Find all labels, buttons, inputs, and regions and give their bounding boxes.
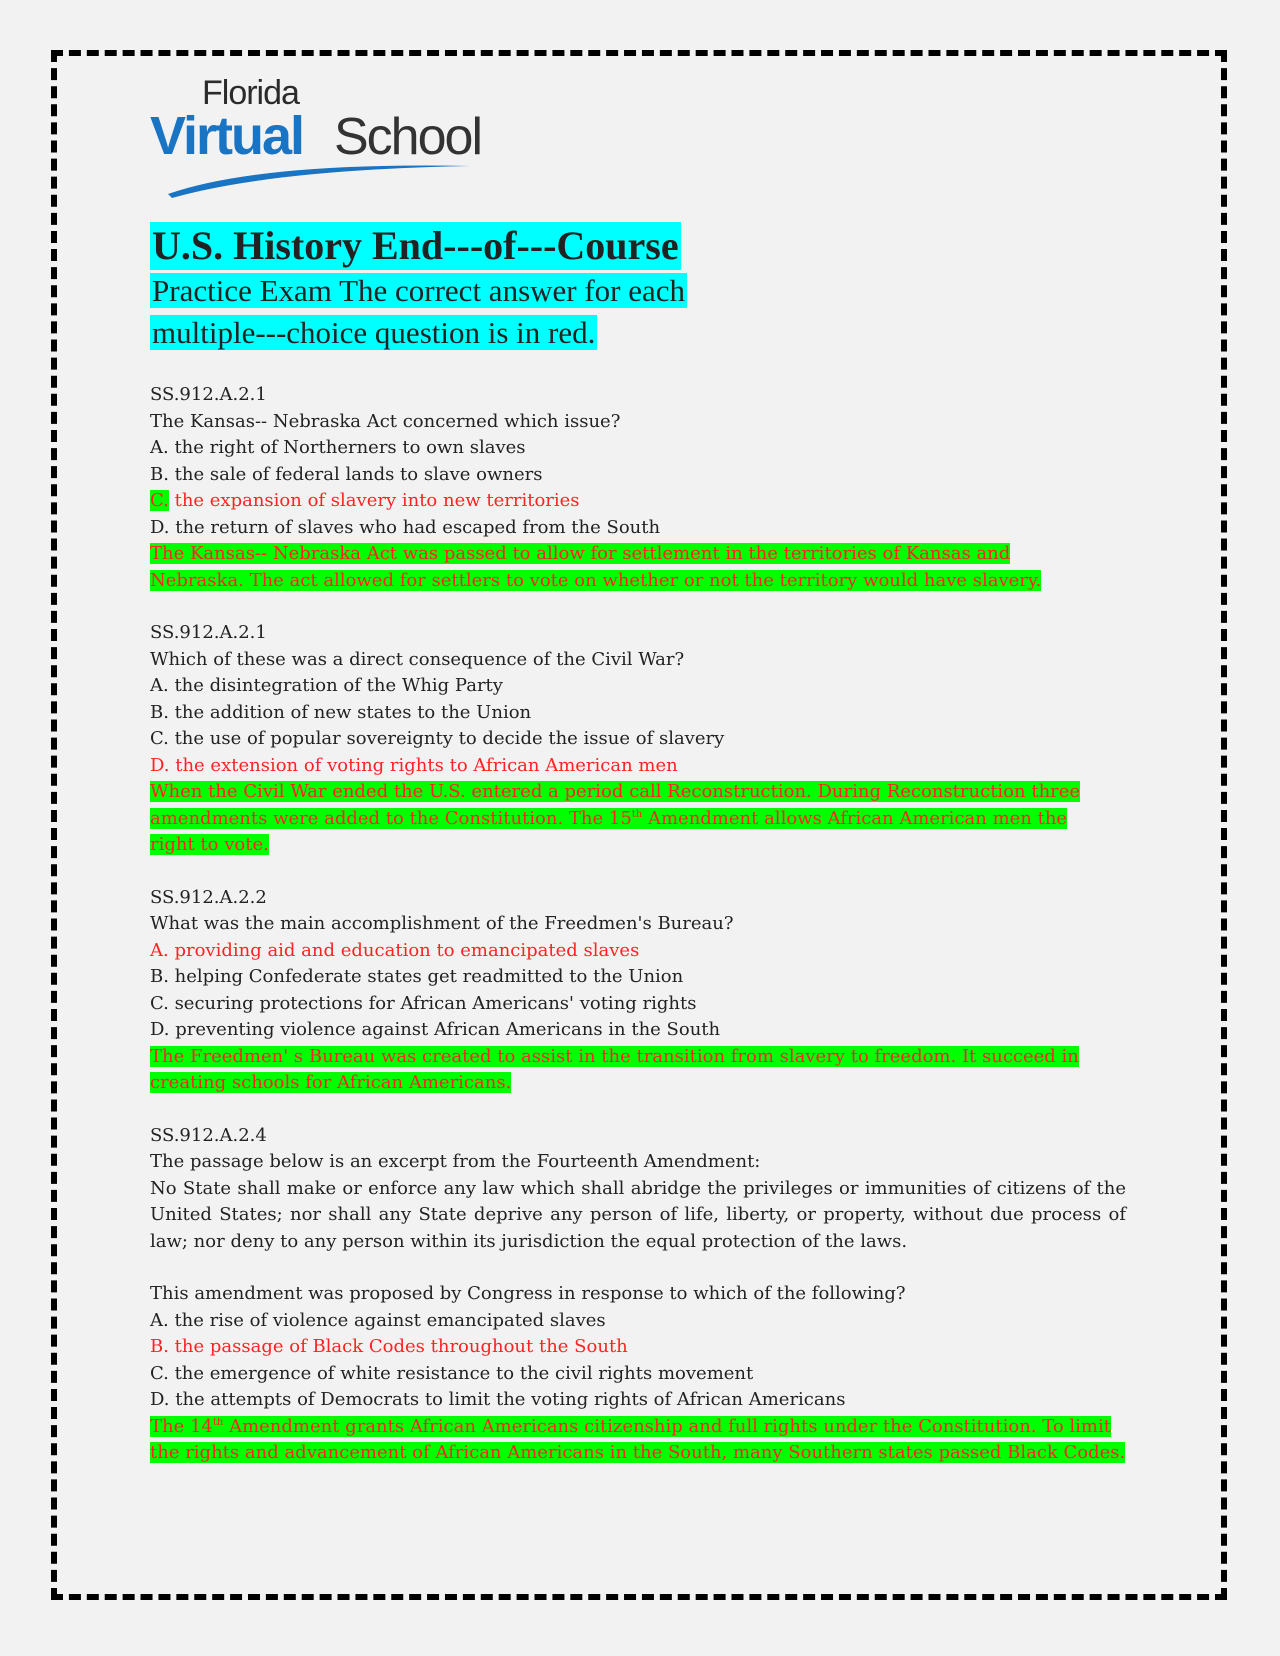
superscript: th — [212, 1416, 224, 1428]
explanation-part: Amendment grants African Americans citizenship and full rights under the Constitution. To limit the rights and advancement of African Americans in the South, many Southern states passed Black Codes. — [150, 1415, 1126, 1463]
explanation-part: When the Civil War ended the U.S. entered a period call Reconstruction. During Reconstruction three amendments were added to the Constitution. The 15 — [150, 781, 1081, 829]
option-c-correct — [150, 488, 1130, 515]
amendment-passage: No State shall make or enforce any law which shall abridge the privileges or immunities of citizens of the United States; nor shall any State deprive any person of life, liberty, or property, without due process of law; nor deny to any person within its jurisdiction the equal protection of the laws. — [150, 1177, 1126, 1252]
logo-swoosh — [168, 166, 470, 198]
explanation-text — [150, 781, 1080, 855]
option-a-correct: A. providing aid and education to emancipated slaves — [150, 939, 640, 961]
explanation-text — [150, 1416, 1125, 1464]
option-d-correct: D. the extension of voting rights to African American men — [150, 754, 678, 776]
option-d: D. preventing violence against African Americans in the South — [150, 1019, 721, 1040]
option-d: D. the return of slaves who had escaped from the South — [150, 516, 661, 538]
subtitle-line-2: multiple---choice question is in red. — [152, 315, 596, 350]
standard-code: SS.912.A.2.1 — [150, 384, 267, 405]
logo-virtual-text: Virtual — [150, 106, 304, 166]
question-stem: This amendment was proposed by Congress in response to which of the following? — [150, 1283, 906, 1304]
answer-explanation — [150, 1044, 1110, 1097]
option-b: B. helping Confederate states get readmitted to the Union — [150, 966, 684, 987]
explanation-part: Amendment allows African American men the right to vote. — [150, 807, 1068, 855]
logo-school-text: School — [334, 108, 481, 166]
page-title: U.S. History End---of---Course — [152, 223, 679, 268]
answer-explanation — [150, 1414, 1126, 1467]
question-1 — [150, 382, 1130, 594]
passage-intro: The passage below is an excerpt from the Fourteenth Amendment: — [150, 1151, 761, 1172]
option-a: A. the rise of violence against emancipated slaves — [150, 1309, 606, 1331]
option-a: A. the disintegration of the Whig Party — [150, 675, 503, 696]
answer-explanation — [150, 541, 1050, 594]
question-stem: Which of these was a direct consequence of the Civil War? — [150, 648, 685, 670]
explanation-text: The Freedmen' s Bureau was created to assist in the transition from slavery to freedom. It succeed in creating schools for African Americans. — [150, 1045, 1079, 1093]
florida-virtual-school-logo — [150, 74, 500, 202]
explanation-part: The 14 — [150, 1415, 213, 1437]
subtitle-line-1: Practice Exam The correct answer for each — [152, 273, 686, 308]
option-b: B. the addition of new states to the Union — [150, 701, 532, 723]
option-b: B. the sale of federal lands to slave owners — [150, 463, 543, 485]
answer-explanation — [150, 779, 1110, 859]
question-2 — [150, 620, 1130, 859]
standard-code: SS.912.A.2.4 — [150, 1124, 267, 1146]
exam-content — [150, 222, 1130, 1493]
standard-code: SS.912.A.2.1 — [150, 622, 267, 643]
spacer — [150, 1255, 1130, 1281]
option-c: C. the emergence of white resistance to the civil rights movement — [150, 1362, 754, 1384]
option-text: the expansion of slavery into new territories — [168, 490, 580, 511]
option-b-correct: B. the passage of Black Codes throughout the South — [150, 1336, 628, 1357]
question-4 — [150, 1123, 1130, 1467]
explanation-text: The Kansas-- Nebraska Act was passed to allow for settlement in the territories of Kansas and Nebraska. The act allowed for settlers to vote on whether or not the territory would have slavery. — [150, 543, 1042, 591]
option-letter: C. — [150, 490, 169, 511]
question-stem: What was the main accomplishment of the Freedmen's Bureau? — [150, 913, 734, 934]
standard-code: SS.912.A.2.2 — [150, 886, 267, 908]
question-stem: The Kansas-- Nebraska Act concerned which issue? — [150, 410, 621, 432]
option-c: C. securing protections for African Americans' voting rights — [150, 992, 697, 1014]
logo-florida-text: Florida — [202, 74, 299, 112]
title-block — [150, 222, 1130, 354]
option-c: C. the use of popular sovereignty to decide the issue of slavery — [150, 728, 725, 749]
superscript: th — [631, 808, 643, 820]
question-3 — [150, 885, 1130, 1097]
option-d: D. the attempts of Democrats to limit the voting rights of African Americans — [150, 1389, 846, 1410]
option-a: A. the right of Northerners to own slaves — [150, 437, 526, 458]
